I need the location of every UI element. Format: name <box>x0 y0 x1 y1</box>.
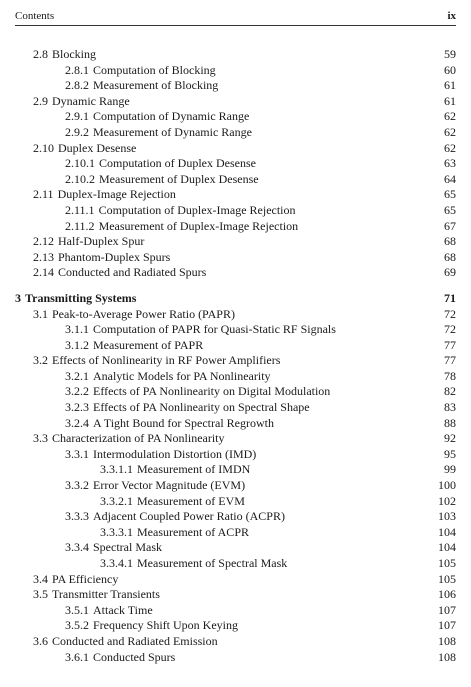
toc-entry-page: 68 <box>444 234 456 249</box>
header-rule <box>15 25 456 26</box>
toc-entry-title: Measurement of IMDN <box>137 462 251 477</box>
toc-entry-page: 61 <box>444 78 456 93</box>
toc-entry-number: 3.5.1 <box>65 602 89 617</box>
toc-entry <box>15 509 456 525</box>
toc-entry-number: 3.2.2 <box>65 384 89 399</box>
toc-entry <box>15 307 456 323</box>
toc-entry-title: Measurement of Dynamic Range <box>93 124 252 139</box>
toc-entry-page: 63 <box>444 156 456 171</box>
toc-entry <box>15 462 456 478</box>
toc-entry <box>15 47 456 63</box>
toc-entry-title: A Tight Bound for Spectral Regrowth <box>93 415 275 430</box>
toc-entry-number: 3.3.1.1 <box>100 462 133 477</box>
toc-entry-title: Measurement of EVM <box>137 493 245 508</box>
toc-entry-page: 78 <box>444 368 456 383</box>
toc-entry-number: 2.14 <box>33 265 54 280</box>
toc-entry-page: 62 <box>444 124 456 139</box>
toc-entry-number: 2.8 <box>33 47 48 61</box>
toc-entry <box>15 250 456 266</box>
toc-entry <box>15 156 456 172</box>
toc-entry-number: 3.3.3.1 <box>100 524 133 539</box>
toc-entry-page: 104 <box>438 540 456 555</box>
toc-entry-number: 2.9.1 <box>65 109 89 124</box>
toc-entry <box>15 338 456 354</box>
toc-entry-page: 67 <box>444 218 456 233</box>
toc-entry-title: Conducted Spurs <box>93 649 176 664</box>
toc-entry <box>15 63 456 79</box>
toc-entry <box>15 400 456 416</box>
toc-entry-number: 3.1.2 <box>65 337 89 352</box>
toc-entry-page: 107 <box>438 602 456 617</box>
toc-entry-number: 3.3.1 <box>65 446 89 461</box>
toc-entry-number: 3.3 <box>33 431 48 446</box>
toc-entry-number: 3.1 <box>33 306 48 321</box>
toc-entry-title: Effects of Nonlinearity in RF Power Amplifiers <box>52 353 281 368</box>
toc-entry-title: Measurement of PAPR <box>93 337 204 352</box>
toc-entry <box>15 416 456 432</box>
toc-entry-page: 65 <box>444 187 456 202</box>
toc-entry <box>15 494 456 510</box>
toc-entry <box>15 572 456 588</box>
toc-entry-number: 2.8.2 <box>65 78 89 93</box>
toc-entry-title: Transmitter Transients <box>52 587 160 602</box>
toc-entry-number: 3.5.2 <box>65 618 89 633</box>
table-of-contents <box>15 47 456 665</box>
toc-entry-number: 2.11.1 <box>65 202 95 217</box>
toc-entry-title: Computation of Duplex-Image Rejection <box>98 202 296 217</box>
toc-entry-title: Attack Time <box>93 602 153 617</box>
toc-entry <box>15 525 456 541</box>
toc-entry <box>15 234 456 250</box>
toc-entry-title: Phantom-Duplex Spurs <box>58 249 171 264</box>
toc-entry <box>15 634 456 650</box>
toc-entry-page: 103 <box>438 509 456 524</box>
toc-entry-number: 2.8.1 <box>65 62 89 77</box>
toc-entry-page: 65 <box>444 202 456 217</box>
section-gap <box>15 281 456 291</box>
toc-entry <box>15 478 456 494</box>
toc-entry-title: Duplex-Image Rejection <box>57 187 176 202</box>
toc-entry-page: 77 <box>444 353 456 368</box>
toc-entry-title: Effects of PA Nonlinearity on Spectral Shape <box>93 400 310 415</box>
toc-entry-title: Conducted and Radiated Emission <box>52 633 218 648</box>
toc-entry-title: Peak-to-Average Power Ratio (PAPR) <box>52 306 235 321</box>
toc-entry-page: 105 <box>438 556 456 570</box>
toc-entry-page: 62 <box>444 109 456 124</box>
toc-entry-number: 2.11 <box>33 187 54 202</box>
toc-entry-number: 2.11.2 <box>65 218 95 233</box>
toc-entry-page: 82 <box>444 384 456 399</box>
toc-entry-number: 3.5 <box>33 587 48 602</box>
toc-entry-page: 61 <box>444 93 456 108</box>
toc-entry-title: Duplex Desense <box>58 140 137 155</box>
toc-entry <box>15 650 456 666</box>
toc-entry-number: 3.6.1 <box>65 649 89 664</box>
toc-entry <box>15 587 456 603</box>
toc-entry <box>15 384 456 400</box>
toc-entry-number: 3.3.3 <box>65 509 89 524</box>
toc-entry-title: Conducted and Radiated Spurs <box>58 265 207 280</box>
toc-entry-number: 2.10.2 <box>65 171 95 186</box>
toc-entry <box>15 94 456 110</box>
toc-entry <box>15 265 456 281</box>
toc-entry-page: 59 <box>444 47 456 61</box>
toc-entry <box>15 219 456 235</box>
toc-entry-page: 83 <box>444 400 456 415</box>
toc-entry-page: 60 <box>444 62 456 77</box>
toc-entry-title: Dynamic Range <box>52 93 130 108</box>
toc-entry-title: Characterization of PA Nonlinearity <box>52 431 225 446</box>
toc-entry-number: 3.2.4 <box>65 415 89 430</box>
toc-entry-page: 104 <box>438 524 456 539</box>
toc-entry-title: Frequency Shift Upon Keying <box>93 618 238 633</box>
toc-entry-number: 2.9.2 <box>65 124 89 139</box>
toc-entry <box>15 353 456 369</box>
toc-entry-number: 2.9 <box>33 93 48 108</box>
toc-entry-page: 108 <box>438 649 456 664</box>
toc-entry-title: Blocking <box>52 47 96 61</box>
toc-entry-title: Spectral Mask <box>93 540 162 555</box>
toc-entry <box>15 618 456 634</box>
toc-entry-page: 71 <box>444 290 456 305</box>
toc-entry-title: Computation of Duplex Desense <box>99 156 256 171</box>
toc-entry-number: 3 <box>15 290 21 305</box>
toc-entry-title: Error Vector Magnitude (EVM) <box>93 478 246 493</box>
toc-entry <box>15 603 456 619</box>
toc-entry-title: Computation of PAPR for Quasi-Static RF Signals <box>93 322 336 337</box>
running-header <box>15 9 456 23</box>
toc-entry-number: 3.1.1 <box>65 322 89 337</box>
toc-entry-title: Measurement of Spectral Mask <box>137 556 288 570</box>
toc-entry-page: 72 <box>444 306 456 321</box>
toc-entry-number: 3.6 <box>33 633 48 648</box>
toc-entry-title: Measurement of Duplex Desense <box>99 171 259 186</box>
toc-entry-page: 107 <box>438 618 456 633</box>
toc-entry-page: 68 <box>444 249 456 264</box>
toc-entry-title: Half-Duplex Spur <box>58 234 145 249</box>
toc-entry-title: Effects of PA Nonlinearity on Digital Modulation <box>93 384 331 399</box>
toc-entry <box>15 540 456 556</box>
toc-entry <box>15 322 456 338</box>
toc-entry <box>15 125 456 141</box>
toc-entry-title: Measurement of Blocking <box>93 78 219 93</box>
toc-entry <box>15 431 456 447</box>
toc-entry <box>15 447 456 463</box>
toc-entry-number: 3.2.1 <box>65 368 89 383</box>
toc-entry-number: 3.3.2.1 <box>100 493 133 508</box>
toc-entry-title: Transmitting Systems <box>25 290 137 305</box>
toc-entry-title: Intermodulation Distortion (IMD) <box>93 446 257 461</box>
toc-entry <box>15 556 456 572</box>
toc-entry <box>15 78 456 94</box>
toc-entry-number: 3.2.3 <box>65 400 89 415</box>
toc-entry-page: 105 <box>438 571 456 586</box>
toc-entry-title: Adjacent Coupled Power Ratio (ACPR) <box>93 509 285 524</box>
toc-entry-page: 99 <box>444 462 456 477</box>
toc-entry-page: 72 <box>444 322 456 337</box>
toc-entry-number: 3.3.2 <box>65 478 89 493</box>
toc-entry-page: 77 <box>444 337 456 352</box>
toc-entry-title: Computation of Dynamic Range <box>93 109 250 124</box>
toc-entry-page: 102 <box>438 493 456 508</box>
toc-entry <box>15 369 456 385</box>
toc-entry-number: 2.10 <box>33 140 54 155</box>
toc-entry-page: 64 <box>444 171 456 186</box>
toc-entry-title: Computation of Blocking <box>93 62 216 77</box>
toc-entry-number: 2.10.1 <box>65 156 95 171</box>
toc-entry-page: 88 <box>444 415 456 430</box>
toc-entry-page: 106 <box>438 587 456 602</box>
toc-entry-number: 3.4 <box>33 571 48 586</box>
toc-entry-title: Analytic Models for PA Nonlinearity <box>93 368 271 383</box>
toc-entry-title: PA Efficiency <box>52 571 119 586</box>
toc-entry <box>15 203 456 219</box>
toc-entry <box>15 141 456 157</box>
toc-entry-number: 3.3.4 <box>65 540 89 555</box>
toc-entry-page: 62 <box>444 140 456 155</box>
running-header-title: Contents <box>15 10 55 22</box>
toc-entry-page: 92 <box>444 431 456 446</box>
toc-entry-number: 2.13 <box>33 249 54 264</box>
toc-entry <box>15 109 456 125</box>
page-number: ix <box>447 10 456 22</box>
toc-entry-title: Measurement of ACPR <box>137 524 249 539</box>
toc-entry <box>15 187 456 203</box>
toc-entry-number: 3.3.4.1 <box>100 556 133 570</box>
toc-entry-page: 100 <box>438 478 456 493</box>
toc-entry <box>15 172 456 188</box>
toc-entry-number: 2.12 <box>33 234 54 249</box>
toc-entry-page: 108 <box>438 633 456 648</box>
toc-chapter-entry <box>15 291 456 307</box>
toc-entry-page: 95 <box>444 446 456 461</box>
toc-entry-page: 69 <box>444 265 456 280</box>
toc-entry-number: 3.2 <box>33 353 48 368</box>
toc-entry-title: Measurement of Duplex-Image Rejection <box>98 218 299 233</box>
